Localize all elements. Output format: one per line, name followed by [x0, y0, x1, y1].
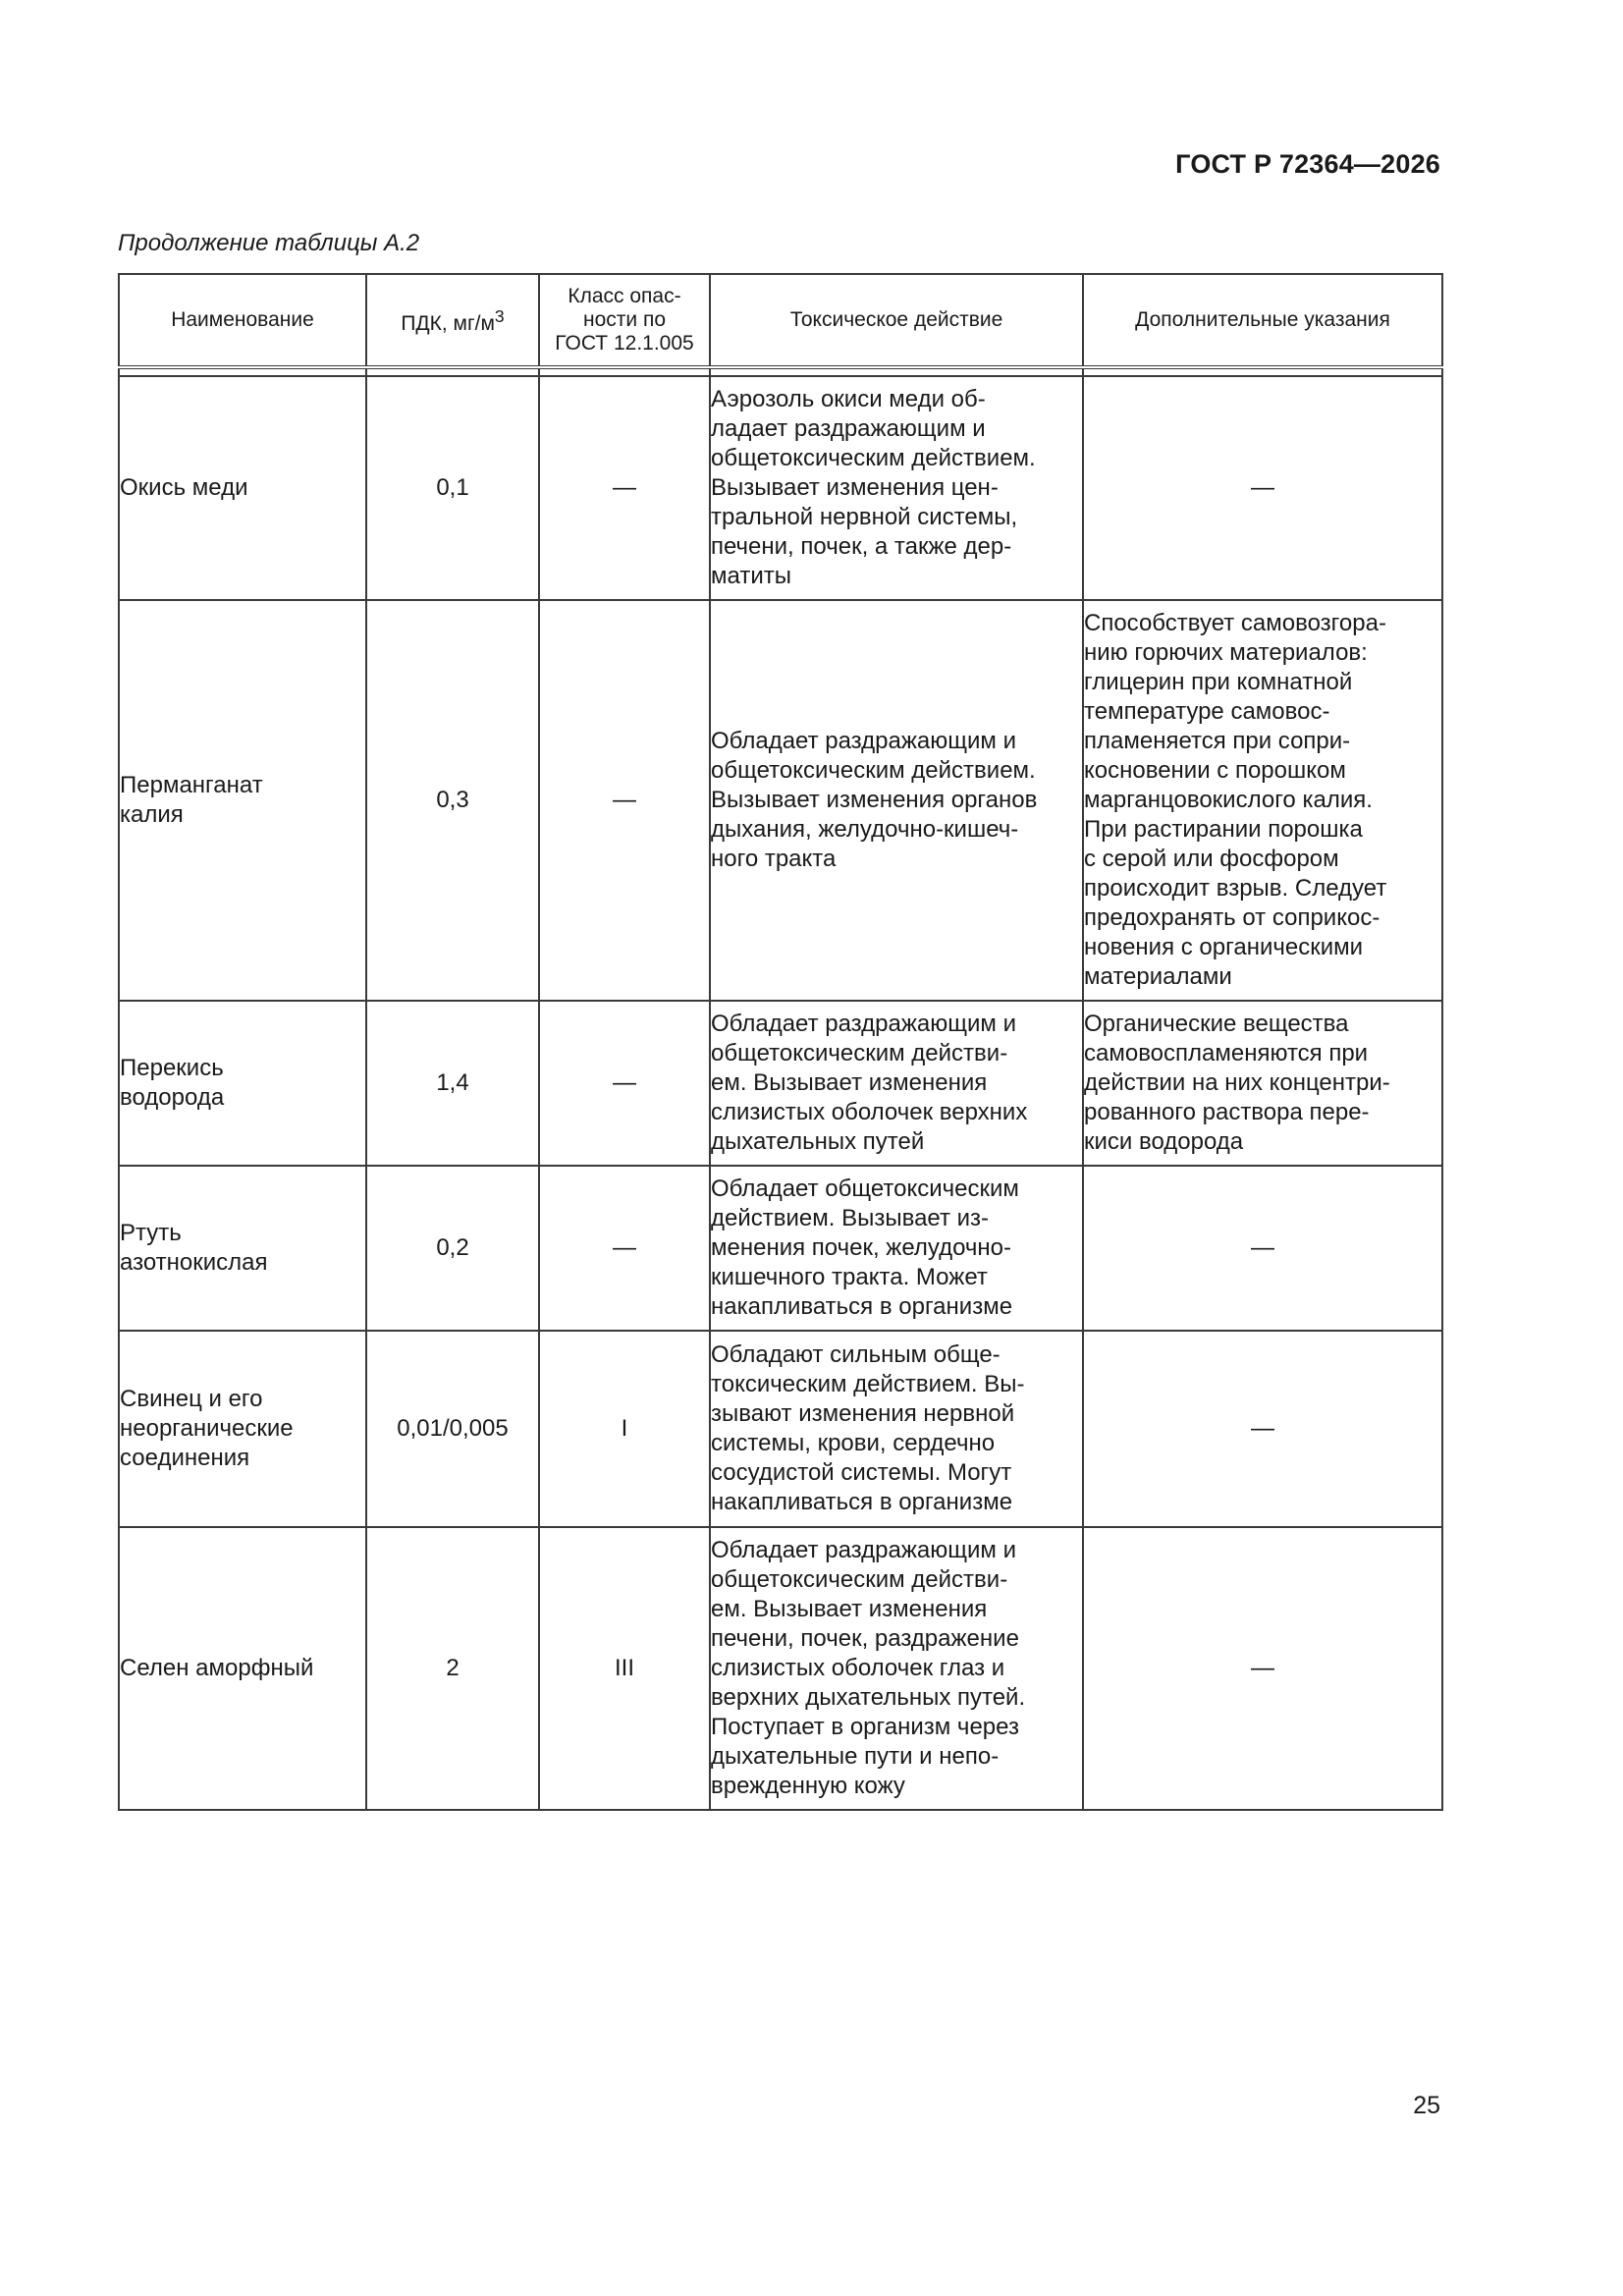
toxic-effect-line: Поступает в организм через: [711, 1714, 1019, 1740]
notes-line: —: [1251, 1415, 1274, 1442]
cell-name: [119, 600, 366, 1001]
header-toxic: Токсическое действие: [710, 274, 1083, 367]
toxic-effect-line: дыхания, желудочно-кишеч-: [711, 816, 1019, 843]
cell-name-line: Перекись: [120, 1055, 224, 1081]
cell-name-line: Селен аморфный: [120, 1655, 314, 1681]
notes-line: —: [1251, 1655, 1274, 1681]
cell-name: [119, 1166, 366, 1331]
notes-line: глицерин при комнатной: [1084, 669, 1353, 695]
cell-notes: [1083, 376, 1442, 600]
header-name: Наименование: [119, 274, 366, 367]
toxic-effect-line: врежденную кожу: [711, 1773, 905, 1799]
cell-hazard-class: —: [539, 600, 710, 1001]
notes-line: нию горючих материалов:: [1084, 639, 1368, 666]
cell-notes: [1083, 1166, 1442, 1331]
notes-line: косновении с порошком: [1084, 757, 1346, 784]
cell-notes: [1083, 1001, 1442, 1166]
notes-line: материалами: [1084, 963, 1232, 990]
toxic-effect-line: Обладают сильным обще-: [711, 1341, 1001, 1368]
table-caption: Продолжение таблицы А.2: [118, 230, 420, 256]
header-pdk-text: ПДК, мг/м: [401, 312, 495, 335]
toxic-effect-line: слизистых оболочек глаз и: [711, 1655, 1005, 1681]
notes-line: новения с органическими: [1084, 934, 1364, 960]
toxic-effect-line: дыхательных путей: [711, 1128, 925, 1155]
toxic-effect-line: дыхательные пути и непо-: [711, 1743, 1000, 1770]
cell-notes: [1083, 1527, 1442, 1810]
toxic-effect-line: Обладает общетоксическим: [711, 1175, 1019, 1202]
toxic-effect-line: действием. Вызывает из-: [711, 1205, 990, 1231]
cell-name-line: соединения: [120, 1445, 250, 1471]
cell-name-line: Свинец и его: [120, 1386, 263, 1412]
toxic-effect-line: Обладает раздражающим и: [711, 728, 1016, 754]
cell-hazard-class: III: [539, 1527, 710, 1810]
header-hazard-class-line: ности по: [582, 308, 666, 331]
table-row: [119, 1001, 1442, 1166]
toxic-effect-line: Обладает раздражающим и: [711, 1011, 1016, 1037]
toxic-effect-line: токсическим действием. Вы-: [711, 1371, 1025, 1397]
toxic-effect-line: печени, почек, раздражение: [711, 1625, 1019, 1652]
document-id: ГОСТ Р 72364—2026: [1175, 149, 1440, 179]
notes-line: марганцовокислого калия.: [1084, 787, 1373, 813]
header-pdk-sup: 3: [494, 306, 505, 326]
notes-line: действии на них концентри-: [1084, 1069, 1390, 1096]
toxic-effect-line: общетоксическим действием.: [711, 757, 1036, 784]
toxic-effect-line: Вызывает изменения цен-: [711, 474, 999, 501]
toxic-effect-line: слизистых оболочек верхних: [711, 1099, 1028, 1125]
hazard-table: [118, 273, 1443, 1811]
notes-line: Органические вещества: [1084, 1011, 1349, 1037]
toxic-effect-line: Вызывает изменения органов: [711, 787, 1038, 813]
toxic-effect-line: сосудистой системы. Могут: [711, 1459, 1012, 1486]
notes-line: температуре самовос-: [1084, 698, 1330, 725]
table-header-row: [119, 274, 1442, 367]
table-row: [119, 376, 1442, 600]
notes-line: —: [1251, 1234, 1274, 1261]
toxic-effect-line: ем. Вызывает изменения: [711, 1069, 988, 1096]
cell-name-line: Перманганат: [120, 772, 263, 798]
spacer-cell: [539, 367, 710, 376]
notes-line: рованного раствора пере-: [1084, 1099, 1370, 1125]
toxic-effect-line: матиты: [711, 563, 791, 589]
cell-name-line: водорода: [120, 1084, 225, 1111]
table-row: [119, 600, 1442, 1001]
spacer-cell: [366, 367, 539, 376]
toxic-effect-line: Обладает раздражающим и: [711, 1537, 1016, 1563]
table-row: [119, 1166, 1442, 1331]
cell-name: [119, 1001, 366, 1166]
toxic-effect-line: системы, крови, сердечно: [711, 1430, 996, 1456]
spacer-cell: [119, 367, 366, 376]
cell-name: [119, 376, 366, 600]
cell-name-line: азотнокислая: [120, 1249, 268, 1276]
toxic-effect-line: кишечного тракта. Может: [711, 1264, 988, 1290]
notes-line: При растирании порошка: [1084, 816, 1363, 843]
header-spacer-row: [119, 367, 1442, 376]
notes-line: самовоспламеняются при: [1084, 1040, 1369, 1066]
cell-name-line: неорганические: [120, 1415, 294, 1442]
cell-pdk: 0,1: [366, 376, 539, 600]
cell-hazard-class: I: [539, 1331, 710, 1527]
toxic-effect-line: зывают изменения нервной: [711, 1400, 1015, 1427]
cell-pdk: 1,4: [366, 1001, 539, 1166]
toxic-effect-line: Аэрозоль окиси меди об-: [711, 386, 986, 412]
cell-name: [119, 1527, 366, 1810]
header-hazard-class-line: ГОСТ 12.1.005: [555, 332, 694, 355]
toxic-effect-line: общетоксическим действием.: [711, 445, 1036, 471]
notes-line: киси водорода: [1084, 1128, 1244, 1155]
cell-name: [119, 1331, 366, 1527]
cell-hazard-class: —: [539, 1166, 710, 1331]
notes-line: предохранять от соприкос-: [1084, 904, 1380, 931]
notes-line: —: [1251, 474, 1274, 501]
cell-toxic-effect: [710, 600, 1083, 1001]
header-hazard-class: [539, 274, 710, 367]
toxic-effect-line: менения почек, желудочно-: [711, 1234, 1012, 1261]
toxic-effect-line: печени, почек, а также дер-: [711, 533, 1012, 560]
cell-toxic-effect: [710, 1527, 1083, 1810]
spacer-cell: [710, 367, 1083, 376]
toxic-effect-line: общетоксическим действи-: [711, 1040, 1008, 1066]
spacer-cell: [1083, 367, 1442, 376]
cell-notes: [1083, 600, 1442, 1001]
header-notes: Дополнительные указания: [1083, 274, 1442, 367]
header-hazard-class-line: Класс опас-: [568, 285, 681, 307]
toxic-effect-line: ладает раздражающим и: [711, 415, 986, 442]
table-row: [119, 1527, 1442, 1810]
cell-toxic-effect: [710, 1001, 1083, 1166]
notes-line: происходит взрыв. Следует: [1084, 875, 1387, 902]
cell-toxic-effect: [710, 1331, 1083, 1527]
cell-hazard-class: —: [539, 1001, 710, 1166]
toxic-effect-line: верхних дыхательных путей.: [711, 1684, 1026, 1711]
table-body: [119, 367, 1442, 1810]
notes-line: с серой или фосфором: [1084, 846, 1339, 872]
cell-name-line: калия: [120, 801, 184, 828]
toxic-effect-line: ем. Вызывает изменения: [711, 1596, 988, 1622]
cell-toxic-effect: [710, 376, 1083, 600]
header-pdk: [366, 274, 539, 367]
page-number: 25: [1413, 2092, 1440, 2119]
notes-line: Способствует самовозгора-: [1084, 610, 1386, 636]
cell-pdk: 0,2: [366, 1166, 539, 1331]
cell-name-line: Окись меди: [120, 474, 248, 501]
cell-pdk: 2: [366, 1527, 539, 1810]
toxic-effect-line: тральной нервной системы,: [711, 504, 1018, 530]
toxic-effect-line: общетоксическим действи-: [711, 1566, 1008, 1593]
cell-name-line: Ртуть: [120, 1220, 182, 1246]
toxic-effect-line: накапливаться в организме: [711, 1489, 1013, 1515]
cell-pdk: 0,3: [366, 600, 539, 1001]
cell-pdk: 0,01/0,005: [366, 1331, 539, 1527]
toxic-effect-line: накапливаться в организме: [711, 1293, 1013, 1320]
toxic-effect-line: ного тракта: [711, 846, 837, 872]
cell-toxic-effect: [710, 1166, 1083, 1331]
cell-notes: [1083, 1331, 1442, 1527]
table-row: [119, 1331, 1442, 1527]
cell-hazard-class: —: [539, 376, 710, 600]
notes-line: пламеняется при сопри-: [1084, 728, 1351, 754]
